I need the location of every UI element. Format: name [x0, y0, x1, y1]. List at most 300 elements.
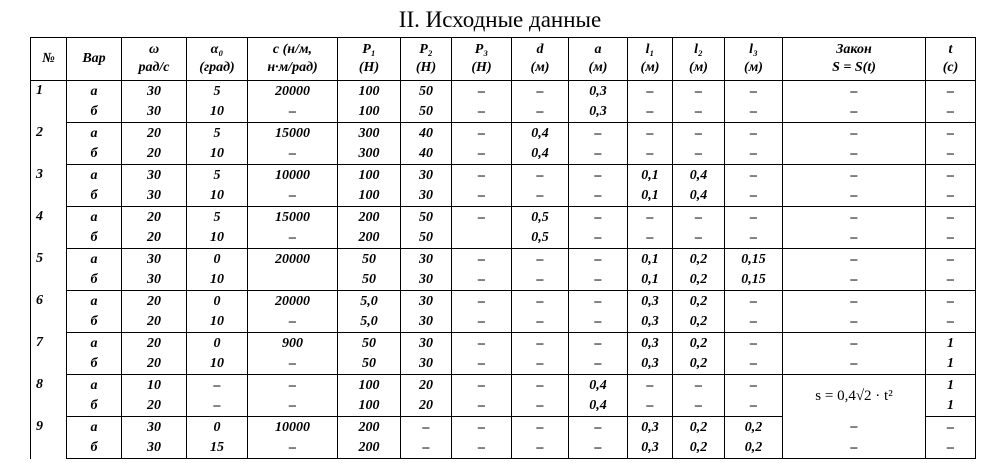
value-cell: 0,3 — [569, 102, 628, 123]
value-cell: 900 — [248, 333, 338, 355]
value-cell: – — [926, 186, 976, 207]
column-header — [783, 38, 926, 81]
value-cell: 0,4 — [512, 144, 569, 165]
value-cell: 20 — [122, 312, 187, 333]
value-cell: – — [783, 417, 926, 439]
value-cell: 50 — [401, 81, 452, 103]
value-cell: – — [783, 438, 926, 459]
value-cell: 5,0 — [338, 312, 401, 333]
table-row — [31, 417, 976, 439]
value-cell: – — [725, 228, 783, 249]
value-cell: 10000 — [248, 417, 338, 439]
value-cell: 20 — [122, 354, 187, 375]
value-cell: 30 — [122, 186, 187, 207]
value-cell: – — [926, 207, 976, 229]
value-cell: – — [512, 165, 569, 187]
variant-cell: б — [67, 312, 122, 333]
value-cell: – — [628, 81, 673, 103]
value-cell: – — [783, 228, 926, 249]
value-cell: 0,1 — [628, 165, 673, 187]
value-cell: – — [926, 102, 976, 123]
value-cell: 20 — [122, 333, 187, 355]
value-cell: 5 — [187, 207, 248, 229]
value-cell: 20 — [401, 375, 452, 397]
value-cell: – — [926, 81, 976, 103]
value-cell: 10 — [187, 186, 248, 207]
motion-law-formula: s = 0,4√2 · t² — [783, 375, 926, 417]
value-cell: 0,4 — [673, 165, 725, 187]
table-row — [31, 165, 976, 187]
value-cell: 0 — [187, 291, 248, 313]
value-cell: 0,3 — [628, 291, 673, 313]
value-cell: 0,3 — [628, 312, 673, 333]
value-cell: 20 — [122, 123, 187, 145]
value-cell: – — [452, 312, 512, 333]
problem-number: 1 — [31, 81, 67, 123]
variant-cell: б — [67, 228, 122, 249]
value-cell: – — [452, 186, 512, 207]
value-cell: – — [248, 396, 338, 417]
value-cell: 100 — [338, 81, 401, 103]
column-header-line1: Вар — [82, 51, 106, 66]
value-cell: – — [187, 375, 248, 397]
value-cell: – — [512, 438, 569, 459]
value-cell: 300 — [338, 144, 401, 165]
value-cell: – — [725, 81, 783, 103]
value-cell: 0,3 — [628, 333, 673, 355]
problem-number: 4 — [31, 207, 67, 249]
value-cell: – — [628, 102, 673, 123]
value-cell: – — [452, 81, 512, 103]
value-cell: – — [512, 396, 569, 417]
value-cell: 0,3 — [628, 354, 673, 375]
value-cell: 0,2 — [725, 438, 783, 459]
variant-cell: а — [67, 81, 122, 103]
column-header-line2: рад/с — [138, 60, 170, 75]
value-cell: 50 — [401, 102, 452, 123]
value-cell: – — [569, 165, 628, 187]
value-cell: 0,2 — [673, 249, 725, 271]
table-row — [31, 438, 976, 459]
value-cell: 1 — [926, 354, 976, 375]
value-cell: – — [725, 333, 783, 355]
problem-number: 8 — [31, 375, 67, 417]
column-header — [31, 38, 67, 81]
value-cell: 50 — [401, 207, 452, 229]
table-row — [31, 291, 976, 313]
value-cell: 30 — [122, 270, 187, 291]
table-row — [31, 312, 976, 333]
value-cell: – — [248, 144, 338, 165]
value-cell: – — [512, 81, 569, 103]
value-cell: – — [452, 270, 512, 291]
value-cell: 20 — [401, 396, 452, 417]
value-cell: – — [673, 396, 725, 417]
table-row — [31, 144, 976, 165]
value-cell: 0,4 — [512, 123, 569, 145]
value-cell: 20 — [122, 207, 187, 229]
value-cell — [452, 228, 512, 249]
value-cell: – — [783, 270, 926, 291]
value-cell: – — [725, 312, 783, 333]
column-header-line2: (c) — [942, 60, 959, 75]
value-cell: – — [401, 417, 452, 439]
table-row — [31, 102, 976, 123]
problem-number: 3 — [31, 165, 67, 207]
value-cell: – — [783, 249, 926, 271]
value-cell: – — [512, 249, 569, 271]
column-header-line1: α₀ — [210, 42, 224, 57]
column-header — [926, 38, 976, 81]
value-cell: 30 — [122, 102, 187, 123]
value-cell: – — [783, 186, 926, 207]
value-cell: – — [783, 333, 926, 355]
value-cell: – — [673, 102, 725, 123]
value-cell: 20 — [122, 228, 187, 249]
value-cell: 5,0 — [338, 291, 401, 313]
value-cell: – — [512, 375, 569, 397]
value-cell: – — [725, 396, 783, 417]
value-cell: – — [783, 123, 926, 145]
value-cell: 1 — [926, 375, 976, 397]
value-cell: 20000 — [248, 249, 338, 271]
value-cell: 0,4 — [673, 186, 725, 207]
value-cell: 10000 — [248, 165, 338, 187]
source-data-table — [30, 37, 976, 459]
table-row — [31, 81, 976, 103]
value-cell: 300 — [338, 123, 401, 145]
value-cell: – — [512, 186, 569, 207]
value-cell: 15000 — [248, 123, 338, 145]
value-cell: – — [783, 207, 926, 229]
column-header-line1: P₂ — [419, 42, 433, 57]
column-header-line1: Закон — [836, 42, 872, 57]
value-cell: – — [725, 291, 783, 313]
value-cell: – — [725, 165, 783, 187]
value-cell: 0 — [187, 333, 248, 355]
column-header-line2: (м) — [530, 60, 550, 75]
value-cell: 0,4 — [569, 375, 628, 397]
variant-cell: б — [67, 396, 122, 417]
value-cell: – — [452, 144, 512, 165]
value-cell: – — [512, 333, 569, 355]
variant-cell: а — [67, 123, 122, 145]
value-cell: – — [926, 438, 976, 459]
column-header-line2: н·м/рад) — [267, 60, 318, 75]
value-cell: 30 — [401, 165, 452, 187]
value-cell: – — [926, 312, 976, 333]
value-cell: – — [926, 249, 976, 271]
value-cell: – — [926, 270, 976, 291]
value-cell: – — [783, 354, 926, 375]
value-cell: 0,3 — [569, 81, 628, 103]
value-cell: – — [926, 123, 976, 145]
value-cell: – — [628, 228, 673, 249]
value-cell: – — [452, 207, 512, 229]
value-cell: 0,5 — [512, 228, 569, 249]
value-cell: – — [926, 228, 976, 249]
value-cell: 30 — [401, 333, 452, 355]
value-cell: 0,2 — [673, 291, 725, 313]
column-header-line1: ω — [148, 42, 160, 57]
value-cell: – — [452, 333, 512, 355]
value-cell: 0,2 — [673, 417, 725, 439]
value-cell: 10 — [187, 312, 248, 333]
table-body — [31, 81, 976, 459]
column-header-line1: P₁ — [362, 42, 376, 57]
column-header-line2: (м) — [588, 60, 608, 75]
value-cell: 100 — [338, 375, 401, 397]
column-header — [67, 38, 122, 81]
column-header — [248, 38, 338, 81]
column-header — [628, 38, 673, 81]
table-row — [31, 333, 976, 355]
value-cell: – — [673, 375, 725, 397]
column-header-line2: (H) — [415, 60, 437, 75]
value-cell: – — [452, 417, 512, 439]
column-header-line1: № — [42, 51, 55, 66]
value-cell: – — [926, 291, 976, 313]
value-cell: – — [673, 228, 725, 249]
value-cell: – — [569, 417, 628, 439]
value-cell: 1 — [926, 333, 976, 355]
column-header-line1: d — [536, 42, 544, 57]
value-cell: – — [569, 291, 628, 313]
value-cell: 0,3 — [628, 417, 673, 439]
value-cell: – — [569, 270, 628, 291]
value-cell: – — [512, 354, 569, 375]
value-cell: 200 — [338, 228, 401, 249]
problem-number: 9 — [31, 417, 67, 459]
value-cell: – — [452, 165, 512, 187]
value-cell: – — [248, 102, 338, 123]
value-cell: – — [628, 123, 673, 145]
table-row — [31, 186, 976, 207]
value-cell: 30 — [401, 186, 452, 207]
value-cell: – — [725, 375, 783, 397]
value-cell: 30 — [401, 354, 452, 375]
value-cell: 30 — [401, 312, 452, 333]
value-cell: – — [725, 123, 783, 145]
value-cell: – — [512, 312, 569, 333]
value-cell: 0,5 — [512, 207, 569, 229]
value-cell: – — [725, 144, 783, 165]
value-cell: 50 — [338, 249, 401, 271]
column-header-line2: (м) — [689, 60, 708, 75]
value-cell: 30 — [122, 165, 187, 187]
value-cell: 40 — [401, 123, 452, 145]
variant-cell: б — [67, 354, 122, 375]
value-cell: – — [452, 291, 512, 313]
value-cell: 100 — [338, 186, 401, 207]
value-cell: – — [452, 102, 512, 123]
column-header-line2: (H) — [358, 60, 380, 75]
value-cell: – — [783, 291, 926, 313]
value-cell: 0,15 — [725, 270, 783, 291]
value-cell: 5 — [187, 81, 248, 103]
value-cell: 30 — [401, 270, 452, 291]
value-cell: – — [926, 417, 976, 439]
column-header — [401, 38, 452, 81]
value-cell: 0,1 — [628, 186, 673, 207]
value-cell: – — [569, 438, 628, 459]
value-cell: – — [569, 312, 628, 333]
value-cell: 200 — [338, 417, 401, 439]
table-row — [31, 249, 976, 271]
value-cell: – — [452, 438, 512, 459]
value-cell: 10 — [122, 375, 187, 397]
value-cell: – — [628, 375, 673, 397]
value-cell: – — [248, 438, 338, 459]
value-cell: – — [248, 228, 338, 249]
column-header-line1: l₂ — [694, 42, 703, 57]
value-cell: 100 — [338, 396, 401, 417]
column-header-line1: l₁ — [645, 42, 655, 57]
value-cell: – — [512, 102, 569, 123]
value-cell: 20000 — [248, 81, 338, 103]
value-cell: 20 — [122, 291, 187, 313]
value-cell: 50 — [401, 228, 452, 249]
column-header — [452, 38, 512, 81]
column-header — [569, 38, 628, 81]
value-cell: – — [452, 375, 512, 397]
variant-cell: а — [67, 375, 122, 397]
table-row — [31, 207, 976, 229]
column-header-line2: S = S(t) — [832, 60, 876, 75]
value-cell: 30 — [401, 249, 452, 271]
value-cell: 10 — [187, 144, 248, 165]
value-cell: – — [673, 207, 725, 229]
value-cell: – — [452, 396, 512, 417]
value-cell: – — [569, 144, 628, 165]
value-cell: – — [725, 207, 783, 229]
value-cell: – — [512, 291, 569, 313]
value-cell: – — [725, 186, 783, 207]
value-cell: 10 — [187, 228, 248, 249]
value-cell: – — [783, 144, 926, 165]
value-cell: – — [248, 354, 338, 375]
variant-cell: а — [67, 165, 122, 187]
value-cell: – — [926, 144, 976, 165]
column-header — [187, 38, 248, 81]
column-header — [725, 38, 783, 81]
value-cell: 30 — [122, 417, 187, 439]
value-cell: 30 — [401, 291, 452, 313]
column-header-line1: c (н/м, — [272, 42, 313, 57]
page-title: II. Исходные данные — [398, 7, 602, 32]
value-cell: 0,2 — [673, 438, 725, 459]
value-cell: – — [569, 249, 628, 271]
value-cell: – — [248, 312, 338, 333]
value-cell: – — [187, 396, 248, 417]
value-cell: – — [452, 354, 512, 375]
value-cell: 5 — [187, 123, 248, 145]
value-cell: 20 — [122, 396, 187, 417]
value-cell: – — [628, 144, 673, 165]
column-header-line2: (м) — [744, 60, 763, 75]
value-cell: 100 — [338, 165, 401, 187]
value-cell: – — [725, 102, 783, 123]
variant-cell: а — [67, 291, 122, 313]
value-cell: – — [783, 312, 926, 333]
value-cell: 50 — [338, 354, 401, 375]
value-cell: 10 — [187, 270, 248, 291]
variant-cell: а — [67, 249, 122, 271]
column-header — [673, 38, 725, 81]
variant-cell: б — [67, 270, 122, 291]
value-cell: 10 — [187, 102, 248, 123]
value-cell: – — [673, 144, 725, 165]
column-header-line2: (м) — [640, 60, 660, 75]
variant-cell: б — [67, 438, 122, 459]
value-cell: – — [512, 417, 569, 439]
value-cell: – — [725, 354, 783, 375]
value-cell: – — [401, 438, 452, 459]
value-cell: 0,1 — [628, 270, 673, 291]
value-cell: – — [783, 165, 926, 187]
value-cell: – — [452, 123, 512, 145]
variant-cell: б — [67, 144, 122, 165]
variant-cell: а — [67, 207, 122, 229]
value-cell: 0,2 — [673, 354, 725, 375]
value-cell: 200 — [338, 207, 401, 229]
column-header-line1: l₃ — [749, 42, 758, 57]
column-header — [122, 38, 187, 81]
variant-cell: б — [67, 102, 122, 123]
value-cell: – — [569, 123, 628, 145]
value-cell: – — [628, 396, 673, 417]
value-cell: 30 — [122, 249, 187, 271]
value-cell — [248, 270, 338, 291]
variant-cell: б — [67, 186, 122, 207]
table-row — [31, 228, 976, 249]
value-cell: – — [569, 186, 628, 207]
value-cell: – — [783, 81, 926, 103]
value-cell: 50 — [338, 270, 401, 291]
table-row — [31, 123, 976, 145]
value-cell: – — [783, 102, 926, 123]
problem-number: 5 — [31, 249, 67, 291]
table-row — [31, 375, 976, 397]
header-row — [31, 38, 976, 81]
value-cell: – — [569, 228, 628, 249]
value-cell: 0 — [187, 249, 248, 271]
value-cell: – — [673, 81, 725, 103]
value-cell: 0,1 — [628, 249, 673, 271]
table-header — [31, 38, 976, 81]
column-header-line2: (град) — [199, 60, 235, 75]
column-header — [512, 38, 569, 81]
value-cell: 20 — [122, 144, 187, 165]
value-cell: 15000 — [248, 207, 338, 229]
variant-cell: а — [67, 333, 122, 355]
value-cell: 200 — [338, 438, 401, 459]
problem-number: 6 — [31, 291, 67, 333]
value-cell: 0,2 — [673, 270, 725, 291]
value-cell: – — [628, 207, 673, 229]
value-cell: – — [512, 270, 569, 291]
value-cell: 0,2 — [725, 417, 783, 439]
value-cell: 1 — [926, 396, 976, 417]
value-cell: 0,4 — [569, 396, 628, 417]
value-cell: 100 — [338, 102, 401, 123]
value-cell: 40 — [401, 144, 452, 165]
value-cell: 30 — [122, 81, 187, 103]
variant-cell: а — [67, 417, 122, 439]
value-cell: – — [452, 249, 512, 271]
column-header — [338, 38, 401, 81]
table-row — [31, 270, 976, 291]
